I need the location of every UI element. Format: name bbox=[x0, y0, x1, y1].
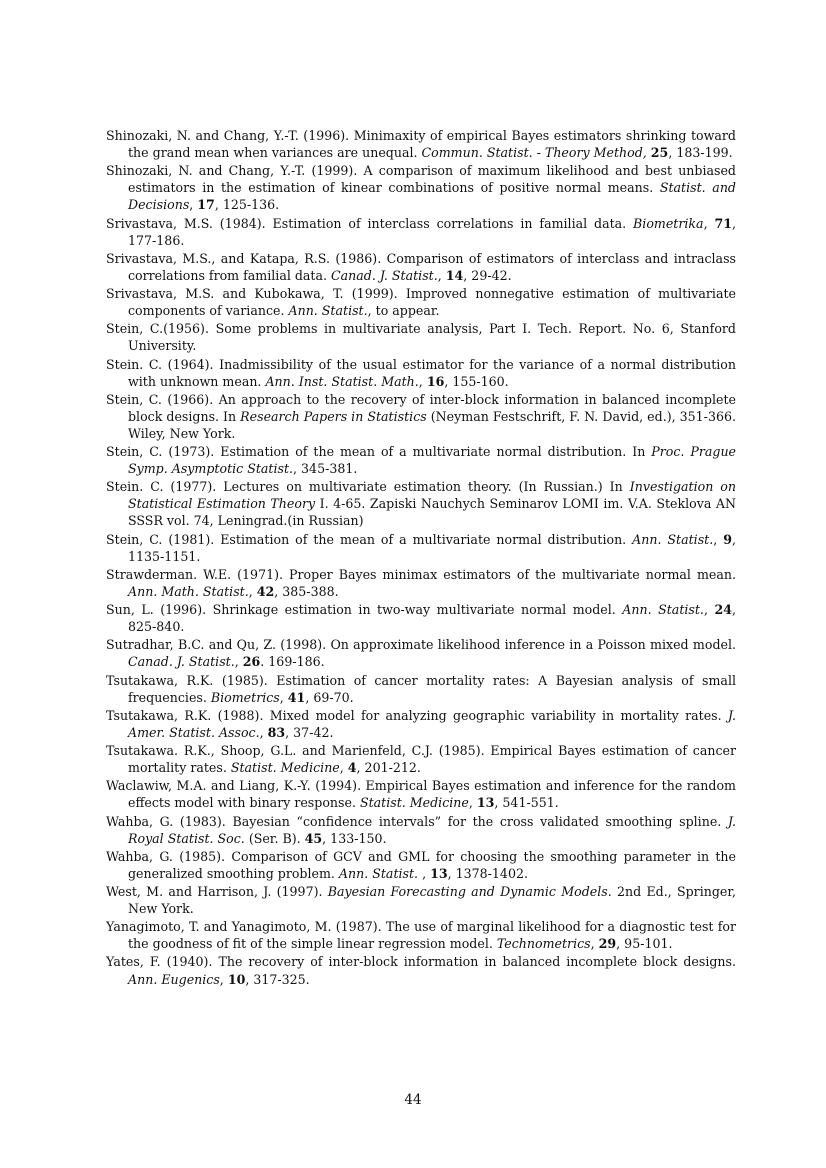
reference-text: , bbox=[259, 724, 268, 740]
reference-source-title: Ann. Math. Statist. bbox=[128, 583, 249, 599]
reference-text: Stein, C. (1981). Estimation of the mean of a multivariate normal distribution. bbox=[106, 531, 633, 547]
reference-text: Srivastava, M.S. and Kubokawa, T. (1999). Improved nonnegative estimation of multivariate components of variance. bbox=[106, 286, 736, 319]
reference-text: Srivastava, M.S. (1984). Estimation of interclass correlations in familial data. bbox=[106, 215, 634, 231]
reference-volume: 14 bbox=[445, 267, 464, 283]
reference-source-title: Ann. Statist. bbox=[338, 865, 419, 881]
reference-text: Yanagimoto, T. and Yanagimoto, M. (1987). The use of marginal likelihood for a diagnostic test for the goodness of fit of the simple linear regression model. bbox=[106, 919, 736, 952]
reference-source-title: Statist. Medicine bbox=[359, 795, 469, 811]
reference-text: Tsutakawa, R.K. (1985). Estimation of cancer mortality rates: A Bayesian analysis of small frequencies. bbox=[106, 672, 736, 705]
reference-volume: 41 bbox=[287, 689, 306, 705]
reference-entry bbox=[106, 707, 736, 741]
reference-text: , 69-70. bbox=[305, 689, 354, 705]
reference-volume: 13 bbox=[430, 865, 448, 881]
reference-entry bbox=[106, 636, 736, 670]
reference-text: , 825-840. bbox=[128, 602, 736, 635]
reference-text: Waclawiw, M.A. and Liang, K.-Y. (1994). Empirical Bayes estimation and inference for the random effects model with binary response. bbox=[106, 778, 736, 811]
reference-entry bbox=[106, 215, 736, 249]
reference-text: , bbox=[468, 795, 477, 811]
reference-volume: 29 bbox=[598, 936, 617, 952]
reference-text: Wahba, G. (1985). Comparison of GCV and GML for choosing the smoothing parameter in the generalized smoothing problem. bbox=[106, 848, 736, 881]
reference-source-title: Canad. J. Statist. bbox=[331, 267, 438, 283]
reference-text: Stein, C. (1973). Estimation of the mean of a multivariate normal distribution. In bbox=[106, 444, 652, 460]
reference-volume: 17 bbox=[197, 197, 215, 213]
reference-source-title: Biometrika bbox=[633, 215, 704, 231]
reference-entry bbox=[106, 443, 736, 477]
reference-volume: 45 bbox=[304, 830, 323, 846]
reference-volume: 42 bbox=[256, 583, 275, 599]
reference-source-title: Investigation on Statistical Estimation Theory bbox=[128, 479, 736, 512]
reference-text: , 1378-1402. bbox=[447, 865, 528, 881]
reference-volume: 71 bbox=[714, 215, 732, 231]
reference-text: (Neyman Festschrift, F. N. David, ed.), 351-366. Wiley, New York. bbox=[128, 408, 736, 441]
reference-text: Strawderman. W.E. (1971). Proper Bayes minimax estimators of the multivariate normal mean. bbox=[106, 566, 736, 582]
reference-text: West, M. and Harrison, J. (1997). bbox=[106, 883, 328, 899]
reference-entry bbox=[106, 531, 736, 565]
reference-text: (Ser. B). bbox=[244, 830, 305, 846]
reference-text: I. 4-65. Zapiski Nauchych Seminarov LOMI im. V.A. Steklova AN SSSR vol. 74, Leningrad.(in Russian) bbox=[128, 496, 736, 529]
reference-text: , bbox=[418, 865, 431, 881]
reference-source-title: Ann. Eugenics bbox=[128, 971, 220, 987]
reference-entry bbox=[106, 250, 736, 284]
reference-text: , bbox=[219, 971, 228, 987]
reference-text: Yates, F. (1940). The recovery of inter-block information in balanced incomplete block designs. bbox=[106, 954, 736, 970]
reference-entry bbox=[106, 918, 736, 952]
reference-text: , bbox=[590, 936, 599, 952]
reference-text: , 155-160. bbox=[444, 373, 509, 389]
reference-text: , 177-186. bbox=[128, 215, 736, 248]
reference-text: , bbox=[189, 197, 198, 213]
reference-text: Sutradhar, B.C. and Qu, Z. (1998). On approximate likelihood inference in a Poisson mixed model. bbox=[106, 637, 736, 653]
reference-entry bbox=[106, 478, 736, 529]
reference-source-title: Ann. Statist. bbox=[622, 602, 704, 618]
reference-entry bbox=[106, 391, 736, 442]
reference-text: . 169-186. bbox=[260, 654, 325, 670]
reference-entry bbox=[106, 285, 736, 319]
reference-text: , 133-150. bbox=[322, 830, 387, 846]
reference-volume: 9 bbox=[723, 531, 732, 547]
reference-text: , 201-212. bbox=[356, 760, 421, 776]
reference-text: , 37-42. bbox=[285, 724, 334, 740]
reference-text: , bbox=[248, 583, 257, 599]
reference-text: , bbox=[234, 654, 243, 670]
reference-source-title: Statist. and Decisions bbox=[128, 180, 736, 213]
page-number: 44 bbox=[404, 1092, 422, 1108]
reference-text: , 95-101. bbox=[616, 936, 673, 952]
reference-entry bbox=[106, 672, 736, 706]
reference-entry bbox=[106, 813, 736, 847]
reference-entry bbox=[106, 953, 736, 987]
reference-volume: 16 bbox=[426, 373, 445, 389]
reference-text: , 385-388. bbox=[274, 583, 339, 599]
reference-entry bbox=[106, 127, 736, 161]
reference-text: Tsutakawa. R.K., Shoop, G.L. and Marienfeld, C.J. (1985). Empirical Bayes estimation of cancer mortality rates. bbox=[106, 743, 736, 776]
reference-source-title: Canad. J. Statist. bbox=[128, 654, 235, 670]
reference-source-title: Commun. Statist. - Theory Method, bbox=[421, 145, 647, 161]
reference-source-title: Ann. Inst. Statist. Math. bbox=[265, 373, 419, 389]
reference-text: , 1135-1151. bbox=[128, 531, 736, 564]
reference-text: Wahba, G. (1983). Bayesian “confidence intervals” for the cross validated smoothing spline. bbox=[106, 813, 728, 829]
reference-source-title: Bayesian Forecasting and Dynamic Models. bbox=[327, 883, 612, 899]
reference-source-title: Ann. Statist. bbox=[632, 531, 714, 547]
reference-text: , 183-199. bbox=[668, 145, 733, 161]
reference-volume: 26 bbox=[242, 654, 261, 670]
reference-text: 2nd Ed., Springer, New York. bbox=[128, 883, 736, 917]
reference-source-title: Research Papers in Statistics bbox=[240, 408, 427, 424]
reference-text: Stein, C. (1966). An approach to the recovery of inter-block information in balanced incomplete block designs. In bbox=[106, 391, 736, 424]
reference-source-title: J. Royal Statist. Soc. bbox=[128, 813, 736, 846]
reference-text: Stein, C.(1956). Some problems in multivariate analysis, Part I. Tech. Report. No. 6, Stanford University. bbox=[106, 321, 736, 354]
reference-text: , 317-325. bbox=[245, 971, 310, 987]
reference-volume: 4 bbox=[347, 760, 357, 776]
reference-text: Shinozaki, N. and Chang, Y.-T. (1999). A comparison of maximum likelihood and best unbiased estimators in the estimation of kinear combinations of positive normal means. bbox=[106, 163, 736, 196]
reference-entry bbox=[106, 848, 736, 882]
reference-entry bbox=[106, 777, 736, 811]
reference-volume: 10 bbox=[227, 971, 246, 987]
reference-text: , 541-551. bbox=[494, 795, 559, 811]
reference-entry bbox=[106, 356, 736, 390]
reference-text: Stein. C. (1977). Lectures on multivariate estimation theory. (In Russian.) In bbox=[106, 479, 630, 495]
reference-volume: 13 bbox=[476, 795, 495, 811]
reference-text: , bbox=[279, 689, 288, 705]
reference-text: , bbox=[703, 602, 715, 618]
reference-source-title: Statist. Medicine bbox=[230, 760, 340, 776]
reference-text: Stein. C. (1964). Inadmissibility of the usual estimator for the variance of a normal distribution with unknown mean. bbox=[106, 356, 736, 389]
reference-text: , bbox=[713, 531, 724, 547]
reference-source-title: Proc. Prague Symp. Asymptotic Statist. bbox=[128, 444, 737, 477]
reference-text: Tsutakawa, R.K. (1988). Mixed model for analyzing geographic variability in mortality rates. bbox=[106, 707, 728, 723]
reference-list bbox=[106, 127, 736, 989]
reference-text: , 125-136. bbox=[214, 197, 280, 213]
reference-entry bbox=[106, 883, 736, 917]
reference-volume: 83 bbox=[267, 724, 286, 740]
reference-entry bbox=[106, 601, 736, 635]
reference-text: , bbox=[437, 267, 446, 283]
reference-volume: 25 bbox=[650, 145, 669, 161]
reference-text: , bbox=[418, 373, 427, 389]
reference-text: Srivastava, M.S., and Katapa, R.S. (1986). Comparison of estimators of interclass and intraclass correlations from familial data. bbox=[106, 250, 736, 283]
reference-text: , 29-42. bbox=[463, 267, 512, 283]
reference-text: Sun, L. (1996). Shrinkage estimation in two-way multivariate normal model. bbox=[106, 602, 623, 618]
reference-source-title: J. Amer. Statist. Assoc. bbox=[128, 707, 736, 740]
reference-text: , to appear. bbox=[367, 303, 440, 319]
reference-entry bbox=[106, 320, 736, 354]
reference-volume: 24 bbox=[714, 602, 732, 618]
reference-text: , bbox=[339, 760, 348, 776]
reference-text: , bbox=[703, 215, 715, 231]
reference-source-title: Biometrics bbox=[210, 689, 280, 705]
reference-source-title: Ann. Statist. bbox=[288, 303, 368, 319]
reference-source-title: Technometrics bbox=[496, 936, 591, 952]
reference-entry bbox=[106, 162, 736, 213]
reference-entry bbox=[106, 742, 736, 776]
reference-entry bbox=[106, 566, 736, 600]
reference-text: Shinozaki, N. and Chang, Y.-T. (1996). Minimaxity of empirical Bayes estimators shrinking toward the grand mean when variances are unequal. bbox=[106, 128, 736, 161]
reference-text: , 345-381. bbox=[293, 461, 358, 477]
